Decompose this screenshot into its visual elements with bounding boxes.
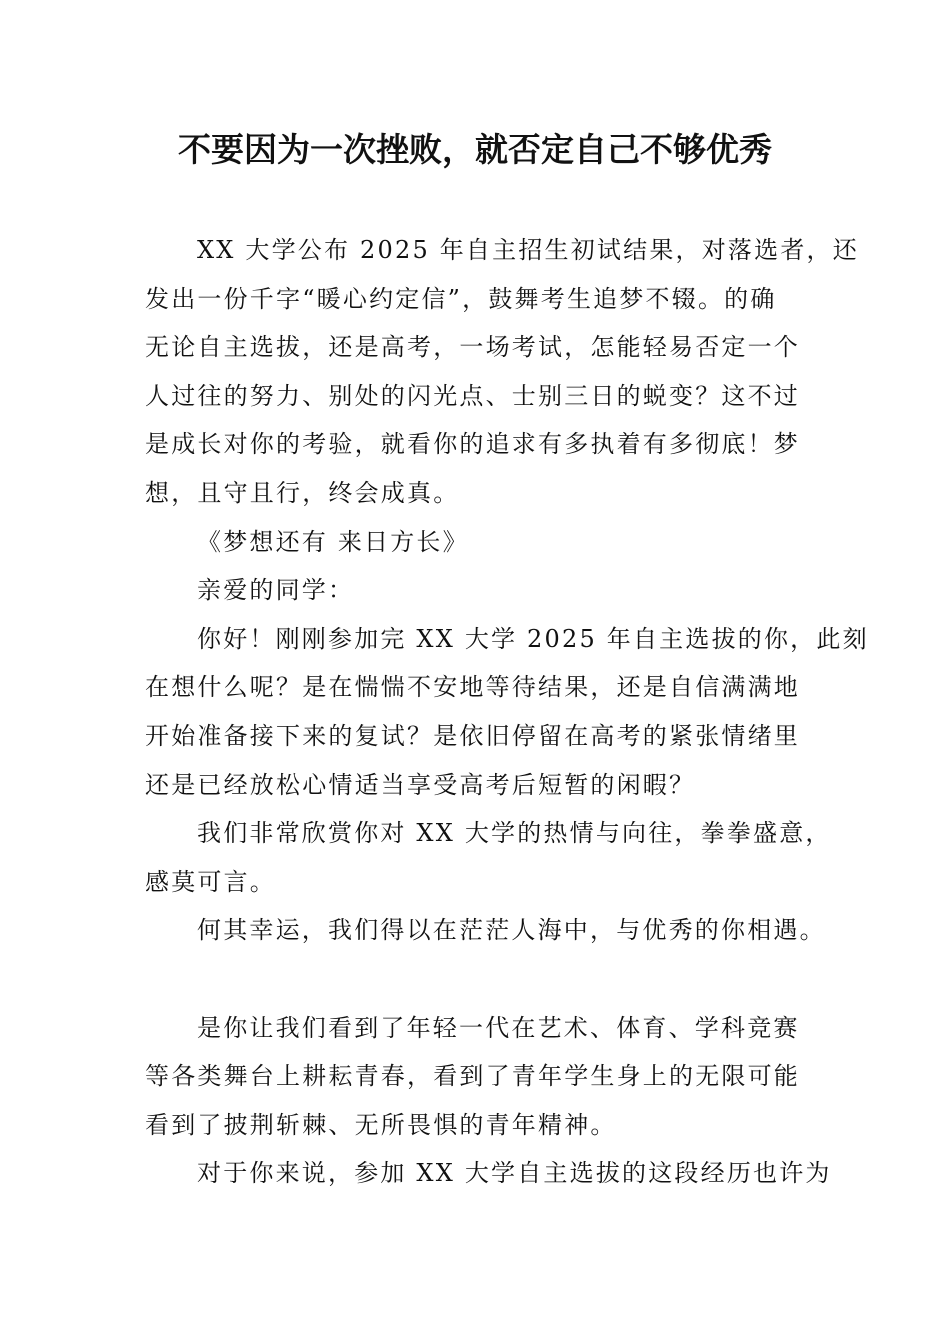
blank-line <box>145 955 835 1004</box>
text-line: 等各类舞台上耕耘青春，看到了青年学生身上的无限可能 <box>145 1062 800 1091</box>
text-line: 开始准备接下来的复试？是依旧停留在高考的紧张情绪里 <box>145 721 800 750</box>
text-line: 人过往的努力、别处的闪光点、士别三日的蜕变？这不过 <box>145 381 800 410</box>
paragraph-greeting <box>145 615 869 809</box>
letter-title <box>145 518 835 567</box>
text-line: 是你让我们看到了年轻一代在艺术、体育、学科竞赛 <box>197 1013 800 1042</box>
paragraph-experience <box>145 1149 835 1198</box>
text-line: 我们非常欣赏你对 XX 大学的热情与向往，拳拳盛意， <box>197 819 832 848</box>
document-title: 不要因为一次挫败，就否定自己不够优秀 <box>178 130 772 169</box>
text-line: 想，且守且行，终会成真。 <box>145 478 460 507</box>
text-line: 看到了披荆斩棘、无所畏惧的青年精神。 <box>145 1110 617 1139</box>
text-line: 是成长对你的考验，就看你的追求有多执着有多彻底！梦 <box>145 430 800 459</box>
text-line: 还是已经放松心情适当享受高考后短暂的闲暇？ <box>145 770 696 799</box>
text-line: 无论自主选拔，还是高考，一场考试，怎能轻易否定一个 <box>145 333 800 362</box>
paragraph-appreciation <box>145 809 835 906</box>
text-line: 你好！刚刚参加完 XX 大学 2025 年自主选拔的你，此刻 <box>197 624 869 653</box>
text-line: 在想什么呢？是在惴惴不安地等待结果，还是自信满满地 <box>145 673 800 702</box>
text-line: 何其幸运，我们得以在茫茫人海中，与优秀的你相遇。 <box>197 916 826 945</box>
text-line: 《梦想还有 来日方长》 <box>197 527 469 556</box>
text-line: 亲爱的同学： <box>197 576 355 605</box>
text-line: 对于你来说，参加 XX 大学自主选拔的这段经历也许为 <box>197 1159 832 1188</box>
paragraph-youth <box>145 1004 835 1150</box>
paragraph-fortune <box>145 906 835 955</box>
document-body <box>145 226 869 1198</box>
letter-salutation <box>145 566 835 615</box>
paragraph-intro <box>145 226 859 518</box>
text-line: 发出一份千字“暖心约定信”，鼓舞考生追梦不辍。的确 <box>145 284 777 313</box>
text-line: XX 大学公布 2025 年自主招生初试结果，对落选者，还 <box>197 236 859 264</box>
text-line: 感莫可言。 <box>145 867 276 896</box>
